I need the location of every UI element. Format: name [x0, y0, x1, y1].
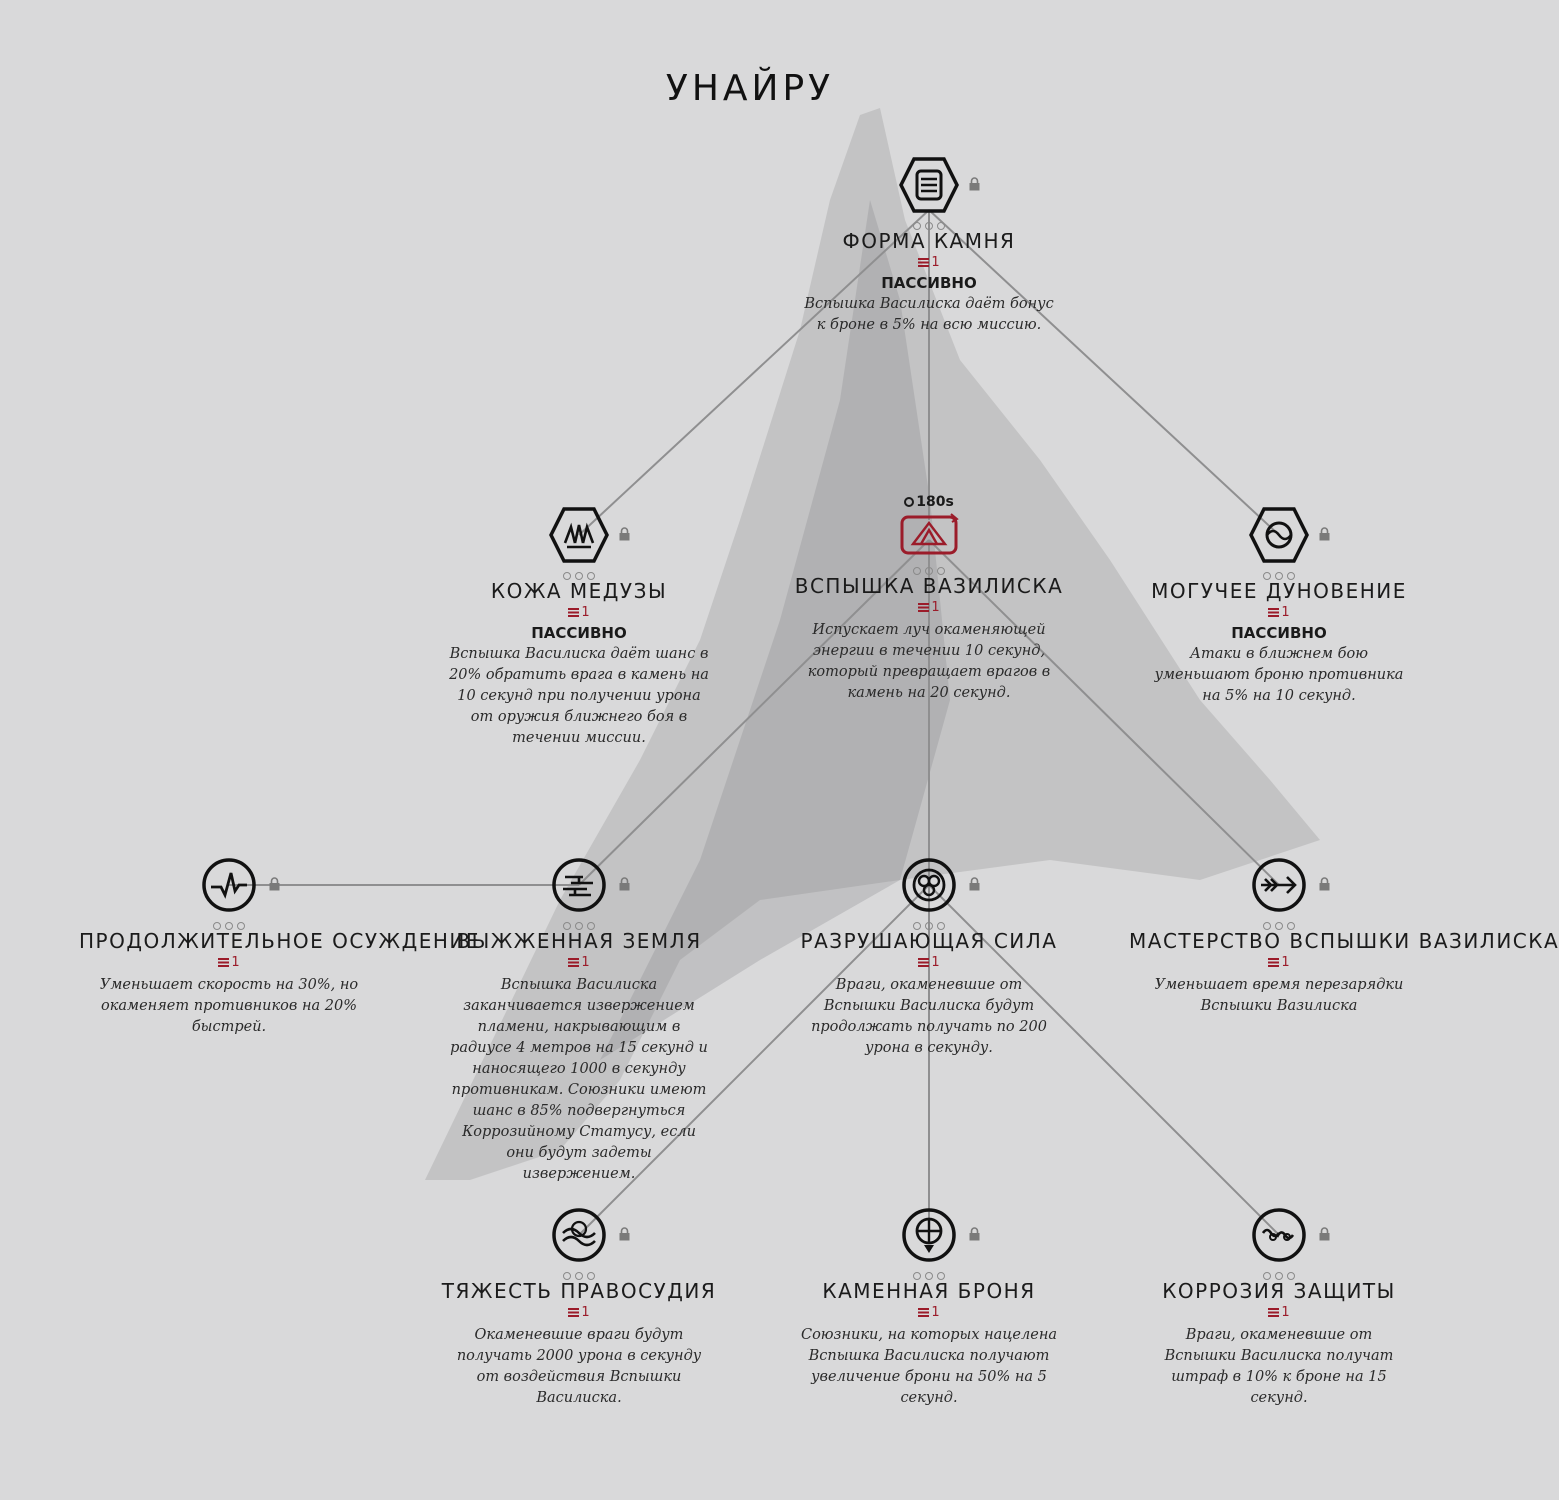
skill-tag: ПАССИВНО [1231, 624, 1327, 642]
rank-icon [918, 258, 929, 267]
lock-icon [1319, 877, 1330, 891]
skill-node-stone-armor[interactable] [779, 1207, 1079, 1409]
arrow-icon [1249, 857, 1309, 913]
rank-badge: 1 [779, 955, 1079, 973]
rank-pips [779, 915, 1079, 925]
skill-name: КАМЕННАЯ БРОНЯ [822, 1279, 1036, 1303]
rank-pips [779, 1265, 1079, 1275]
skill-node-mighty-breath[interactable] [1129, 507, 1429, 707]
rank-icon [918, 1308, 929, 1317]
rank-badge: 1 [429, 605, 729, 623]
lock-icon [619, 527, 630, 541]
skill-node-lasting-sentence[interactable] [79, 857, 480, 1038]
skill-name: КОРРОЗИЯ ЗАЩИТЫ [1162, 1279, 1396, 1303]
lock-icon [269, 877, 280, 891]
skill-name: МОГУЧЕЕ ДУНОВЕНИЕ [1151, 579, 1407, 603]
skill-description: Враги, окаменевшие от Вспышки Василиска получат штраф в 10% к броне на 15 секунд. [1164, 1327, 1394, 1406]
skill-name: ВСПЫШКА ВАЗИЛИСКА [794, 574, 1064, 598]
skill-description: Уменьшает время перезарядки Вспышки Вазилиска [1154, 977, 1404, 1014]
skill-name: ФОРМА КАМНЯ [842, 229, 1016, 253]
rank-badge: 1 [779, 600, 1079, 618]
skill-tag: ПАССИВНО [881, 274, 977, 292]
rank-icon [568, 608, 579, 617]
skill-description: Вспышка Василиска даёт бонус к броне в 5% на всю миссию. [804, 296, 1054, 333]
rank-icon [1268, 1308, 1279, 1317]
lock-icon [969, 1227, 980, 1241]
skill-node-scorched-earth[interactable] [429, 857, 729, 1185]
rank-badge: 1 [79, 955, 379, 973]
hex-stone-icon [899, 157, 959, 213]
rank-pips [1129, 565, 1429, 575]
rank-pips [779, 215, 1079, 225]
rank-pips [1129, 1265, 1429, 1275]
cooldown-label: 180s [779, 494, 1079, 510]
skill-description: Вспышка Василиска даёт шанс в 20% обратить врага в камень на 10 секунд при получении урона от оружия ближнего боя в течении миссии. [449, 646, 709, 746]
shield-drop-icon [899, 1207, 959, 1263]
skill-node-weight-of-justice[interactable] [429, 1207, 729, 1409]
skill-name: ВЫЖЖЕННАЯ ЗЕМЛЯ [456, 929, 702, 953]
hex-swirl-icon [1249, 507, 1309, 563]
skill-description: Окаменевшие враги будут получать 2000 урона в секунду от воздействия Вспышки Василиска. [456, 1327, 702, 1406]
rank-icon [918, 958, 929, 967]
spiral-icon [1249, 1207, 1309, 1263]
skill-description: Вспышка Василиска заканчивается извержением пламени, накрывающим в радиусе 4 метров на 15 секунд и наносящего 1000 в секунду противникам. Союзники имеют шанс в 85% подвергнуться Коррозийному Статусу, если они будут задеты извержением. [450, 977, 708, 1182]
lock-icon [1319, 527, 1330, 541]
rank-badge: 1 [429, 1305, 729, 1323]
wave-icon [549, 1207, 609, 1263]
rank-icon [568, 958, 579, 967]
rank-icon [568, 1308, 579, 1317]
rank-icon [1268, 608, 1279, 617]
hex-fangs-icon [549, 507, 609, 563]
skill-name: ТЯЖЕСТЬ ПРАВОСУДИЯ [441, 1279, 717, 1303]
maze-icon [549, 857, 609, 913]
lock-icon [969, 877, 980, 891]
lock-icon [969, 177, 980, 191]
skill-description: Атаки в ближнем бою уменьшают броню противника на 5% на 10 секунд. [1154, 646, 1404, 704]
rank-pips [429, 1265, 729, 1275]
skill-name: КОЖА МЕДУЗЫ [490, 579, 668, 603]
skill-node-medusa-skin[interactable] [429, 507, 729, 749]
page-title: УНАЙРУ [665, 68, 835, 109]
skill-description: Испускает луч окаменяющей энергии в течении 10 секунд, который превращает врагов в камень на 20 секунд. [807, 622, 1051, 701]
rank-badge: 1 [1129, 1305, 1429, 1323]
rank-icon [218, 958, 229, 967]
skill-node-flash-mastery[interactable] [1129, 857, 1559, 1017]
rank-pips [1129, 915, 1429, 925]
skill-tag: ПАССИВНО [531, 624, 627, 642]
lock-icon [619, 1227, 630, 1241]
skill-name: РАЗРУШАЮЩАЯ СИЛА [800, 929, 1058, 953]
rank-badge: 1 [1129, 605, 1429, 623]
lock-icon [619, 877, 630, 891]
pulse-icon [199, 857, 259, 913]
rank-badge: 1 [429, 955, 729, 973]
rank-pips [779, 560, 1079, 570]
rank-badge: 1 [779, 255, 1079, 273]
rank-pips [429, 565, 729, 575]
skill-description: Враги, окаменевшие от Вспышки Василиска будут продолжать получать по 200 урона в секунду. [811, 977, 1047, 1056]
skill-node-basilisk-flash[interactable] [779, 494, 1079, 704]
rank-pips [79, 915, 379, 925]
skill-description: Союзники, на которых нацелена Вспышка Василиска получают увеличение брони на 50% на 5 секунд. [800, 1327, 1058, 1406]
skill-name: ПРОДОЛЖИТЕЛЬНОЕ ОСУЖДЕНИЕ [79, 929, 480, 953]
skill-name: МАСТЕРСТВО ВСПЫШКИ ВАЗИЛИСКА [1129, 929, 1559, 953]
basilisk-flash-icon [899, 512, 959, 558]
rank-badge: 1 [779, 1305, 1079, 1323]
clock-icon [904, 497, 914, 507]
rank-badge: 1 [1129, 955, 1429, 973]
rank-icon [918, 603, 929, 612]
rank-pips [429, 915, 729, 925]
lock-icon [1319, 1227, 1330, 1241]
skill-description: Уменьшает скорость на 30%, но окаменяет противников на 20% быстрей. [99, 977, 359, 1035]
skill-node-stone-form[interactable] [779, 157, 1079, 336]
skill-node-defense-corrosion[interactable] [1129, 1207, 1429, 1409]
rank-icon [1268, 958, 1279, 967]
rings-icon [899, 857, 959, 913]
skill-node-crushing-force[interactable] [779, 857, 1079, 1059]
